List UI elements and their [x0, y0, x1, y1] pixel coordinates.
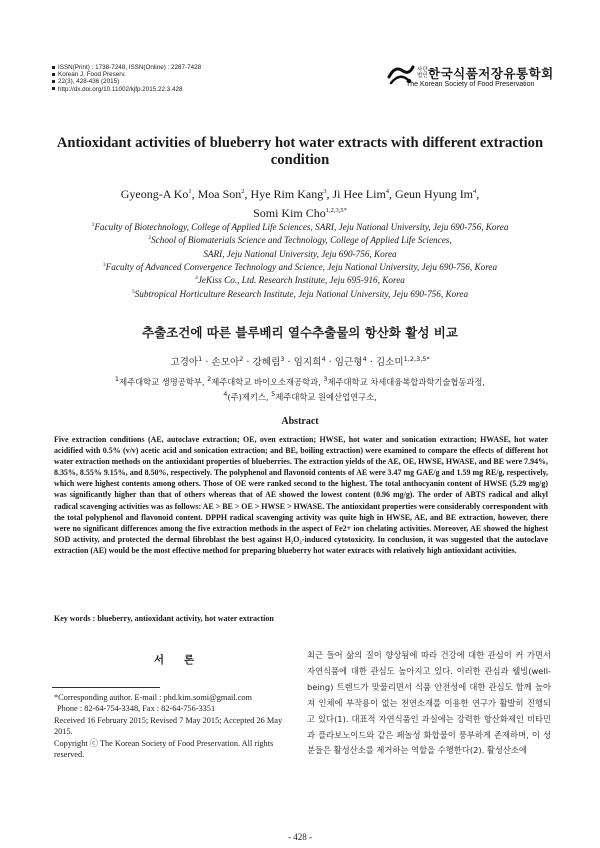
- society-name-ko: 한국식품저장유통학회: [428, 66, 554, 81]
- affiliation-line: $^4$(주)제키스, $^5$제주대학교 원예산업연구소,: [223, 390, 377, 403]
- author: 강혜림$^3$ ·: [252, 354, 294, 368]
- footnote: [54, 692, 298, 760]
- keywords: [54, 614, 548, 623]
- abstract-heading: Abstract: [281, 416, 319, 427]
- author-list-en: [40, 184, 560, 221]
- affiliation-list-en: [40, 220, 560, 300]
- author: 손모아$^2$ ·: [211, 354, 253, 368]
- affiliation: $^3$Faculty of Advanced Convergence Technology and Science, Jeju National University, Jeju 690-756, Korea: [102, 262, 498, 273]
- corresponding-author-note: *Corresponding author. E-mail : phd.kim.somi@gmail.com: [54, 693, 252, 702]
- author: Geun Hyung Im$^4$,: [395, 187, 480, 201]
- paper-title-ko: 추출조건에 따른 블루베리 열수추출물의 항산화 활성 비교: [142, 325, 458, 340]
- author: 임지희$^4$ ·: [293, 354, 335, 368]
- author-corresponding: 김소미$^{1,2,3,5*}$: [375, 354, 430, 368]
- journal-meta-line: 22(3), 428-436 (2015): [52, 78, 201, 85]
- introduction-paragraph: 최근 들어 삶의 질이 향상됨에 따라 건강에 대한 관심이 커 가면서 자연식품에 대한 관심도 높아지고 있다. 이러한 관심과 웰빙(well-being) 트렌드가 맞물리면서 식품 안전성에 대한 관심도 함께 높아져 인체에 부작용이 없는 천연소재를 이용한 연구가 활발히 진행되고 있다(1). 대표적 자연식품인 과실에는 강력한 항산화제인 비타민과 플라보노이드와 같은 페놀성 화합물이 풍부하게 존재하며, 이 성분들은 활성산소를 제거하는 역할을 수행한다(2). 활성산소에: [307, 650, 551, 756]
- affiliation: $^4$JeKiss Co., Ltd. Research Institute, Jeju 695-916, Korea: [195, 275, 405, 286]
- author: Hye Rim Kang$^3$,: [250, 187, 333, 201]
- footnote-divider: [52, 687, 160, 688]
- journal-meta-line: Korean J. Food Preserv.: [52, 71, 201, 78]
- section-heading-introduction: 서론: [153, 654, 215, 666]
- keywords-list: blueberry, antioxidant activity, hot water extraction: [97, 614, 274, 623]
- affiliation: $^2$School of Biomaterials Science and Technology, College of Applied Life Sciences,: [148, 235, 452, 246]
- paper-title-en: Antioxidant activities of blueberry hot water extracts with different extraction condition: [56, 135, 544, 168]
- contact-phone: Phone : 82-64-754-3348, Fax : 82-64-756-3351: [57, 704, 216, 714]
- author-list-ko: [40, 354, 560, 368]
- author-corresponding: Somi Kim Cho$^{1,2,3,5*}$: [253, 205, 347, 220]
- affiliation-line: $^1$제주대학교 생명공학부, $^2$제주대학교 바이오소재공학과, $^3$제주대학교 차세대융복합과학기술협동과정,: [114, 375, 486, 387]
- society-logo: [387, 62, 557, 96]
- author: 고경아$^1$ ·: [170, 354, 212, 368]
- affiliation-list-ko: [40, 373, 560, 404]
- affiliation: $^5$Subtropical Horticulture Research Institute, Jeju National University, Jeju 690-756, Korea: [131, 288, 469, 299]
- copyright-notice: Copyright ⓒ The Korean Society of Food Preservation. All rights reserved.: [54, 738, 274, 760]
- doi-link[interactable]: http://dx.doi.org/10.11002/kjfp.2015.22.3.428: [52, 86, 201, 93]
- keywords-label: Key words :: [54, 614, 96, 623]
- received-dates: Received 16 February 2015; Revised 7 May 2015; Accepted 26 May 2015.: [54, 715, 283, 737]
- affiliation: SARI, Jeju National University, Jeju 690-756, Korea: [203, 248, 397, 259]
- author: 임근형$^4$ ·: [334, 354, 376, 368]
- society-prefix: 사단 법인: [417, 67, 428, 79]
- author: Gyeong-A Ko$^1$,: [120, 187, 198, 201]
- author: Ji Hee Lim$^4$,: [332, 187, 396, 201]
- author: Moa Son$^2$,: [197, 187, 251, 201]
- page-number: - 428 -: [288, 832, 312, 842]
- society-name-en: The Korean Society of Food Preservation: [406, 81, 535, 88]
- journal-meta-line: ISSN(Print) : 1738-7248, ISSN(Online) : 2287-7428: [52, 64, 201, 71]
- journal-meta: [52, 64, 201, 93]
- affiliation: $^1$Faculty of Biotechnology, College of Applied Life Sciences, SARI, Jeju National University, Jeju 690-756, Korea: [91, 222, 509, 233]
- abstract-body: Five extraction conditions (AE, autoclave extraction; OE, oven extraction; HWSE, hot water and sonication extraction; HWASE, hot water acidified with 0.5% (v/v) acetic acid and sonication extraction; and BE, boiling extraction) were examined to compare the effects of different hot water extraction methods on the antioxidant properties of blueberries. The extraction yields of the AE, OE, HWSE, HWASE, and BE were 7.94%, 8.35%, 8.55% 9.15%, and 8.50%, respectively. The polyphenol and flavonoid contents of AE were 3.47 mg GAE/g and 1.59 mg RE/g, respectively, which were highest contents among others. Those of OE were ranked second to the highest. The total anthocyanin content of HWSE (5.29 mg/g) was significantly higher than that of others whereas that of AE showed the lowest content (0.96 mg/g). The order of ABTS radical and alkyl radical scavenging activities was as follows: AE > BE > OE > HWSE > HWASE. The antioxidant properties were considerably correspondent with the total polyphenol and flavonoid content. DPPH radical scavenging activity was quite high in HWSE, AE, and BE extraction, however, there were no significant differences among the five extraction methods in the aspect of Fe2+ ion chelating activities. Moreover, AE showed the highest SOD activity, and protected the dermal fibroblast the best against H₂O₂-induced cytotoxicity. In conclusion, it was suggested that the autoclave extraction (AE) would be the most effective method for preparing blueberry hot water extracts with relatively high antioxidant activities.: [54, 435, 548, 555]
